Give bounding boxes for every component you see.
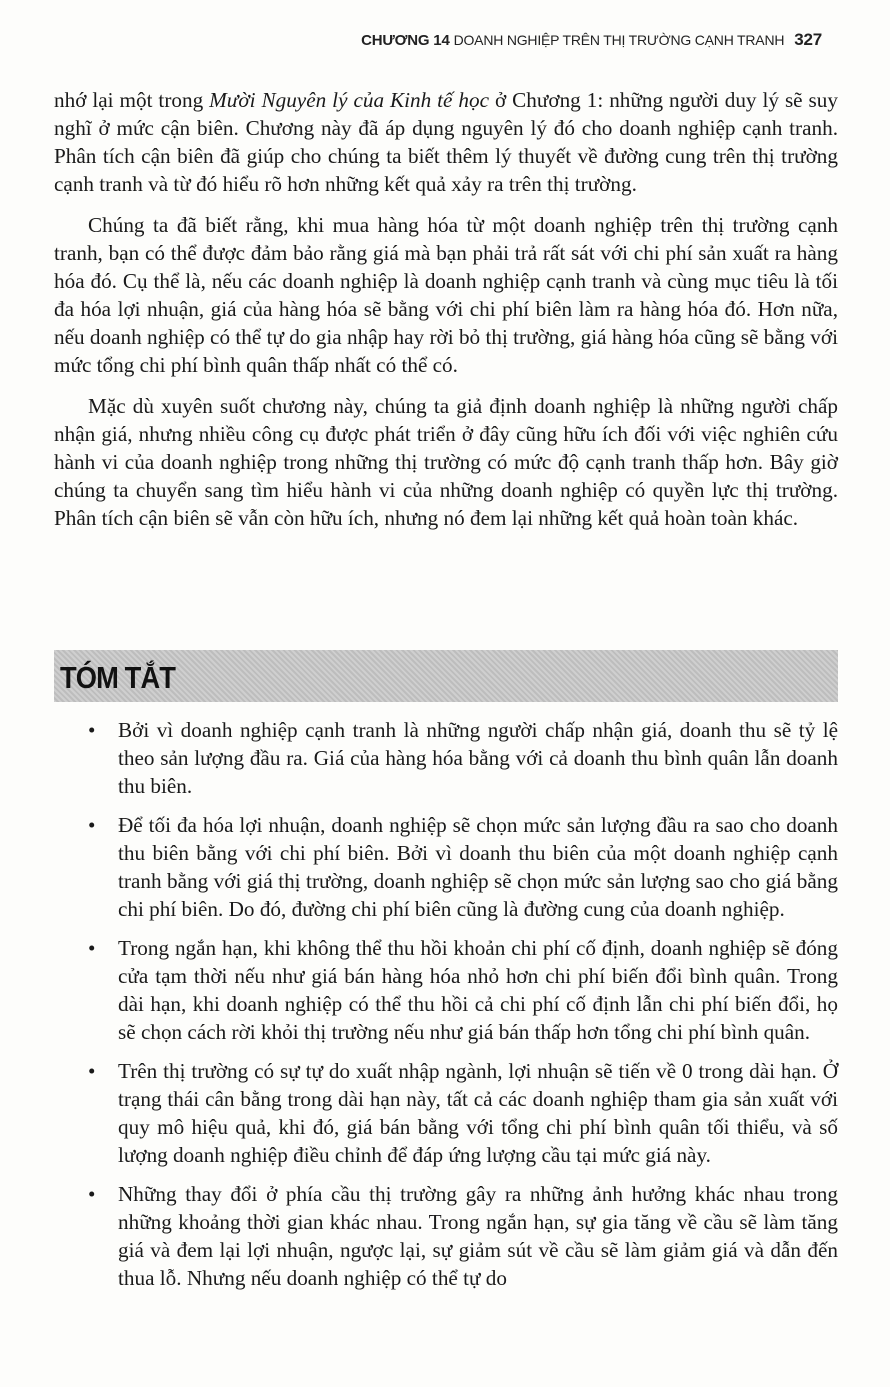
paragraph-1-rest: ở Chương 1: những người duy lý sẽ suy nghĩ ở mức cận biên. Chương này đã áp dụng nguyên lý đó cho doanh nghiệp cạnh tranh. Phân tích cận biên đã giúp cho chúng ta biết thêm lý thuyết về đường cung trên thị trường cạnh tranh và từ đó hiểu rõ hơn những kết quả xảy ra trên thị trường. (54, 88, 838, 196)
summary-item-text: Trong ngắn hạn, khi không thể thu hồi khoản chi phí cố định, doanh nghiệp sẽ đóng cửa tạm thời nếu như giá bán hàng hóa nhỏ hơn chi phí biến đổi bình quân. Trong dài hạn, khi doanh nghiệp có thể thu hồi cả chi phí cố định lẫn chi phí biến đổi, họ sẽ chọn cách rời khỏi thị trường nếu như giá bán thấp hơn tổng chi phí bình quân. (118, 936, 838, 1044)
paragraph-2: Chúng ta đã biết rằng, khi mua hàng hóa từ một doanh nghiệp trên thị trường cạnh tranh, bạn có thể được đảm bảo rằng giá mà bạn phải trả rất sát với chi phí sản xuất ra hàng hóa đó. Cụ thể là, nếu các doanh nghiệp là doanh nghiệp cạnh tranh và cùng mục tiêu là tối đa hóa lợi nhuận, giá của hàng hóa sẽ bằng với chi phí biên làm ra hàng hóa đó. Hơn nữa, nếu doanh nghiệp có thể tự do gia nhập hay rời bỏ thị trường, giá hàng hóa cũng sẽ bằng với mức tổng chi phí bình quân thấp nhất có thể có. (54, 213, 838, 377)
summary-list (54, 716, 838, 1303)
book-reference: Mười Nguyên lý của Kinh tế học (209, 88, 490, 112)
page-number: 327 (794, 30, 822, 49)
bullet-icon: • (88, 1182, 96, 1206)
summary-item (54, 934, 838, 1046)
body-text (54, 86, 838, 545)
summary-item (54, 716, 838, 800)
summary-heading: TÓM TẮT (60, 660, 176, 695)
chapter-label: CHƯƠNG 14 (361, 32, 450, 49)
summary-item (54, 811, 838, 923)
paragraph-3: Mặc dù xuyên suốt chương này, chúng ta giả định doanh nghiệp là những người chấp nhận giá, nhưng nhiều công cụ được phát triển ở đây cũng hữu ích đối với việc nghiên cứu hành vi của doanh nghiệp trong những thị trường có mức độ cạnh tranh thấp hơn. Bây giờ chúng ta chuyển sang tìm hiểu hành vi của những doanh nghiệp có quyền lực thị trường. Phân tích cận biên sẽ vẫn còn hữu ích, nhưng nó đem lại những kết quả hoàn toàn khác. (54, 394, 838, 530)
summary-item (54, 1180, 838, 1292)
chapter-title: DOANH NGHIỆP TRÊN THỊ TRƯỜNG CẠNH TRANH (453, 32, 785, 48)
paragraph-1 (54, 86, 838, 198)
bullet-icon: • (88, 718, 96, 742)
paragraph-1-start: nhớ lại một trong (54, 88, 210, 112)
bullet-icon: • (88, 1059, 96, 1083)
bullet-icon: • (88, 813, 96, 837)
summary-item-text: Để tối đa hóa lợi nhuận, doanh nghiệp sẽ chọn mức sản lượng đầu ra sao cho doanh thu biên bằng với chi phí biên. Bởi vì doanh thu biên của một doanh nghiệp cạnh tranh bằng với giá thị trường, doanh nghiệp sẽ chọn mức sản lượng sao cho giá bằng chi phí biên. Do đó, đường chi phí biên cũng là đường cung của doanh nghiệp. (118, 813, 838, 921)
summary-item-text: Bởi vì doanh nghiệp cạnh tranh là những người chấp nhận giá, doanh thu sẽ tỷ lệ theo sản lượng đầu ra. Giá của hàng hóa bằng với cả doanh thu bình quân lẫn doanh thu biên. (118, 718, 838, 798)
summary-item-text: Những thay đổi ở phía cầu thị trường gây ra những ảnh hưởng khác nhau trong những khoảng thời gian khác nhau. Trong ngắn hạn, sự gia tăng về cầu sẽ làm tăng giá và đem lại lợi nhuận, ngược lại, sự giảm sút về cầu sẽ làm giảm giá và dẫn đến thua lỗ. Nhưng nếu doanh nghiệp có thể tự do (118, 1182, 838, 1290)
bullet-icon: • (88, 936, 96, 960)
summary-item (54, 1057, 838, 1169)
summary-heading-bar (54, 650, 838, 702)
running-header (361, 30, 822, 50)
summary-item-text: Trên thị trường có sự tự do xuất nhập ngành, lợi nhuận sẽ tiến về 0 trong dài hạn. Ở trạng thái cân bằng trong dài hạn này, tất cả các doanh nghiệp tham gia sản xuất với quy mô hiệu quả, khi đó, giá bán bằng với tổng chi phí bình quân tối thiểu, và số lượng doanh nghiệp điều chỉnh để đáp ứng lượng cầu tại mức giá này. (118, 1059, 838, 1167)
